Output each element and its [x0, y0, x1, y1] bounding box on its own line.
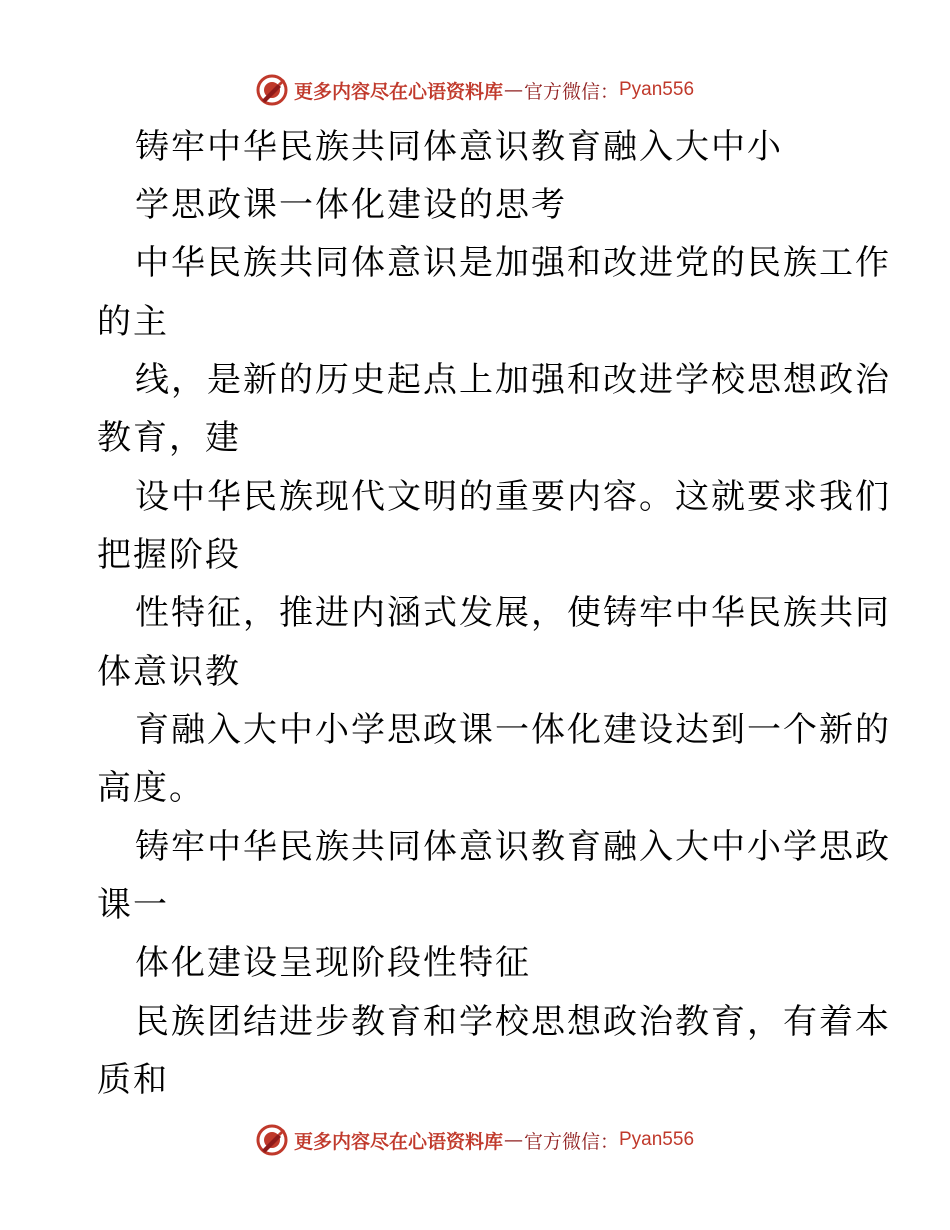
text-line: 教育，建	[97, 418, 241, 458]
text-line: 的主	[97, 302, 169, 342]
text-line: 铸牢中华民族共同体意识教育融入大中小学思政	[135, 827, 891, 867]
text-line: 体化建设呈现阶段性特征	[135, 943, 531, 983]
text-line: 把握阶段	[97, 535, 241, 575]
site-name: 更多内容尽在心语资料库	[293, 1130, 503, 1153]
separator-dash: —	[503, 1129, 523, 1151]
text-line: 质和	[97, 1060, 169, 1100]
text-line: 体意识教	[97, 652, 241, 692]
pen-logo-icon	[256, 1124, 288, 1156]
text-line: 性特征，推进内涵式发展，使铸牢中华民族共同	[135, 593, 891, 633]
text-line: 线，是新的历史起点上加强和改进学校思想政治	[135, 360, 891, 400]
separator-dash: —	[503, 79, 523, 101]
wechat-account: Pyan556	[619, 79, 695, 100]
text-line: 民族团结进步教育和学校思想政治教育，有着本	[135, 1002, 891, 1042]
text-line: 中华民族共同体意识是加强和改进党的民族工作	[135, 243, 891, 283]
header-banner	[0, 70, 950, 110]
text-line: 设中华民族现代文明的重要内容。这就要求我们	[135, 477, 891, 517]
text-line: 课一	[97, 885, 169, 925]
text-line: 高度。	[97, 768, 205, 808]
site-name: 更多内容尽在心语资料库	[293, 80, 503, 103]
title-line-2: 学思政课一体化建设的思考	[135, 185, 567, 225]
footer-banner	[0, 1120, 950, 1160]
wechat-label: 官方微信：	[523, 80, 619, 103]
wechat-label: 官方微信：	[523, 1130, 619, 1153]
title-line-1: 铸牢中华民族共同体意识教育融入大中小	[135, 127, 783, 167]
text-line: 育融入大中小学思政课一体化建设达到一个新的	[135, 710, 891, 750]
pen-logo-icon	[256, 74, 288, 106]
wechat-account: Pyan556	[619, 1129, 695, 1150]
